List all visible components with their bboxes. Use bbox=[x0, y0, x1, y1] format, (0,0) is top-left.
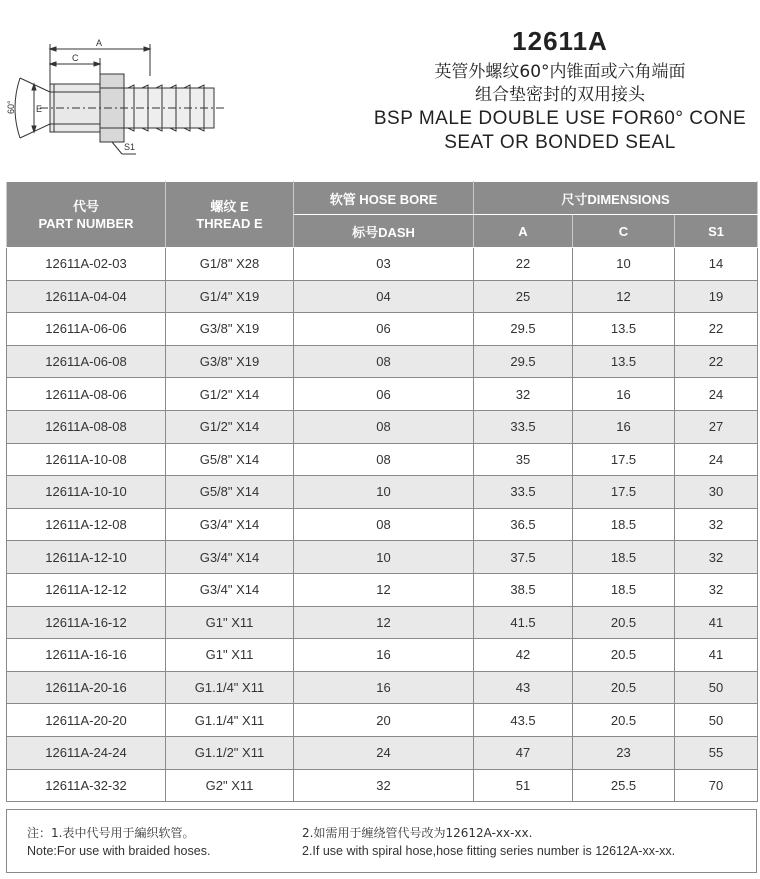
cell-c: 12 bbox=[573, 280, 675, 313]
header-s1: S1 bbox=[675, 215, 758, 248]
note-1-en: Note:For use with braided hoses. bbox=[27, 844, 211, 858]
table-row bbox=[7, 378, 758, 411]
table-row bbox=[7, 410, 758, 443]
header-part-number bbox=[7, 182, 166, 248]
cell-thread: G1" X11 bbox=[166, 639, 294, 672]
angle-label: 60° bbox=[6, 100, 16, 114]
cell-s1: 50 bbox=[675, 704, 758, 737]
cell-s1: 50 bbox=[675, 671, 758, 704]
title-zh-line1: 英管外螺纹60°内锥面或六角端面 bbox=[434, 62, 686, 82]
cell-s1: 22 bbox=[675, 313, 758, 346]
cell-s1: 41 bbox=[675, 639, 758, 672]
cell-c: 20.5 bbox=[573, 606, 675, 639]
table-row bbox=[7, 606, 758, 639]
header-part-en: PART NUMBER bbox=[38, 215, 134, 231]
cell-s1: 24 bbox=[675, 378, 758, 411]
note-2 bbox=[302, 824, 675, 860]
cell-s1: 32 bbox=[675, 541, 758, 574]
cell-a: 41.5 bbox=[474, 606, 573, 639]
cell-s1: 27 bbox=[675, 410, 758, 443]
cell-part: 12611A-08-08 bbox=[7, 410, 166, 443]
cell-c: 16 bbox=[573, 410, 675, 443]
table-row bbox=[7, 345, 758, 378]
cell-dash: 20 bbox=[294, 704, 474, 737]
page-header bbox=[0, 0, 760, 180]
cell-a: 32 bbox=[474, 378, 573, 411]
cell-thread: G3/8" X19 bbox=[166, 313, 294, 346]
cell-part: 12611A-16-16 bbox=[7, 639, 166, 672]
cell-thread: G1.1/2" X11 bbox=[166, 736, 294, 769]
dim-a-label: A bbox=[96, 38, 103, 48]
cell-s1: 30 bbox=[675, 476, 758, 509]
header-dash: 标号DASH bbox=[294, 215, 474, 248]
cell-thread: G1/4" X19 bbox=[166, 280, 294, 313]
table-row bbox=[7, 704, 758, 737]
title-en-line1: BSP MALE DOUBLE USE FOR60° CONE bbox=[373, 108, 747, 129]
cell-c: 18.5 bbox=[573, 541, 675, 574]
cell-part: 12611A-20-20 bbox=[7, 704, 166, 737]
cell-dash: 06 bbox=[294, 313, 474, 346]
cell-part: 12611A-06-06 bbox=[7, 313, 166, 346]
cell-c: 17.5 bbox=[573, 443, 675, 476]
table-row bbox=[7, 443, 758, 476]
cell-c: 13.5 bbox=[573, 313, 675, 346]
cell-s1: 32 bbox=[675, 508, 758, 541]
table-row bbox=[7, 769, 758, 802]
cell-c: 10 bbox=[573, 248, 675, 281]
header-thread-en: THREAD E bbox=[196, 215, 263, 231]
cell-dash: 08 bbox=[294, 410, 474, 443]
cell-a: 38.5 bbox=[474, 573, 573, 606]
cell-thread: G1.1/4" X11 bbox=[166, 671, 294, 704]
dim-c-label: C bbox=[72, 53, 79, 63]
cell-a: 35 bbox=[474, 443, 573, 476]
header-a: A bbox=[474, 215, 573, 248]
header-part-zh: 代号 bbox=[72, 198, 99, 214]
cell-thread: G3/4" X14 bbox=[166, 541, 294, 574]
table-row bbox=[7, 508, 758, 541]
cell-a: 33.5 bbox=[474, 410, 573, 443]
cell-part: 12611A-12-12 bbox=[7, 573, 166, 606]
cell-a: 37.5 bbox=[474, 541, 573, 574]
cell-c: 25.5 bbox=[573, 769, 675, 802]
cell-s1: 19 bbox=[675, 280, 758, 313]
cell-c: 16 bbox=[573, 378, 675, 411]
table-row bbox=[7, 671, 758, 704]
header-c: C bbox=[573, 215, 675, 248]
cell-thread: G5/8" X14 bbox=[166, 476, 294, 509]
cell-thread: G1" X11 bbox=[166, 606, 294, 639]
table-row bbox=[7, 573, 758, 606]
cell-s1: 32 bbox=[675, 573, 758, 606]
cell-part: 12611A-02-03 bbox=[7, 248, 166, 281]
cell-a: 29.5 bbox=[474, 313, 573, 346]
cell-a: 36.5 bbox=[474, 508, 573, 541]
table-row bbox=[7, 541, 758, 574]
cell-dash: 08 bbox=[294, 443, 474, 476]
cell-part: 12611A-16-12 bbox=[7, 606, 166, 639]
notes-box bbox=[6, 809, 757, 873]
cell-thread: G1/8" X28 bbox=[166, 248, 294, 281]
cell-thread: G3/4" X14 bbox=[166, 573, 294, 606]
header-thread-zh: 螺纹 E bbox=[210, 198, 249, 214]
spec-table bbox=[6, 181, 758, 802]
table-row bbox=[7, 313, 758, 346]
table-row bbox=[7, 639, 758, 672]
cell-s1: 14 bbox=[675, 248, 758, 281]
header-hose-bore: 软管 HOSE BORE bbox=[294, 182, 474, 215]
cell-dash: 16 bbox=[294, 671, 474, 704]
cell-dash: 32 bbox=[294, 769, 474, 802]
table-row bbox=[7, 736, 758, 769]
product-code: 12611A bbox=[512, 26, 608, 56]
cell-s1: 22 bbox=[675, 345, 758, 378]
cell-thread: G1/2" X14 bbox=[166, 410, 294, 443]
cell-thread: G5/8" X14 bbox=[166, 443, 294, 476]
cell-thread: G2" X11 bbox=[166, 769, 294, 802]
cell-part: 12611A-24-24 bbox=[7, 736, 166, 769]
cell-s1: 70 bbox=[675, 769, 758, 802]
cell-c: 18.5 bbox=[573, 573, 675, 606]
cell-part: 12611A-12-08 bbox=[7, 508, 166, 541]
note-1 bbox=[27, 824, 210, 860]
cell-a: 42 bbox=[474, 639, 573, 672]
cell-part: 12611A-10-08 bbox=[7, 443, 166, 476]
cell-a: 51 bbox=[474, 769, 573, 802]
note-1-zh: 注：1.表中代号用于編织软管。 bbox=[27, 826, 195, 840]
cell-dash: 03 bbox=[294, 248, 474, 281]
table-row bbox=[7, 248, 758, 281]
cell-dash: 12 bbox=[294, 606, 474, 639]
cell-a: 33.5 bbox=[474, 476, 573, 509]
cell-a: 22 bbox=[474, 248, 573, 281]
cell-c: 13.5 bbox=[573, 345, 675, 378]
cell-dash: 24 bbox=[294, 736, 474, 769]
table-row bbox=[7, 476, 758, 509]
header-dimensions: 尺寸DIMENSIONS bbox=[474, 182, 758, 215]
cell-c: 23 bbox=[573, 736, 675, 769]
cell-dash: 08 bbox=[294, 345, 474, 378]
cell-part: 12611A-12-10 bbox=[7, 541, 166, 574]
cell-a: 43 bbox=[474, 671, 573, 704]
cell-thread: G3/4" X14 bbox=[166, 508, 294, 541]
title-zh-line2: 组合垫密封的双用接头 bbox=[475, 85, 645, 105]
note-2-en: 2.If use with spiral hose,hose fitting series number is 12612A-xx-xx. bbox=[302, 844, 676, 858]
cell-c: 20.5 bbox=[573, 704, 675, 737]
cell-c: 20.5 bbox=[573, 639, 675, 672]
title-en-line2: SEAT OR BONDED SEAL bbox=[444, 132, 676, 153]
cell-c: 17.5 bbox=[573, 476, 675, 509]
cell-dash: 08 bbox=[294, 508, 474, 541]
cell-part: 12611A-08-06 bbox=[7, 378, 166, 411]
cell-part: 12611A-20-16 bbox=[7, 671, 166, 704]
table-row bbox=[7, 280, 758, 313]
header-thread bbox=[166, 182, 294, 248]
cell-s1: 55 bbox=[675, 736, 758, 769]
dim-s1-label: S1 bbox=[124, 142, 136, 152]
cell-dash: 10 bbox=[294, 476, 474, 509]
cell-dash: 04 bbox=[294, 280, 474, 313]
cell-dash: 10 bbox=[294, 541, 474, 574]
cell-dash: 12 bbox=[294, 573, 474, 606]
cell-c: 20.5 bbox=[573, 671, 675, 704]
cell-thread: G3/8" X19 bbox=[166, 345, 294, 378]
title-block bbox=[360, 26, 760, 155]
cell-part: 12611A-06-08 bbox=[7, 345, 166, 378]
cell-s1: 41 bbox=[675, 606, 758, 639]
spec-table-body bbox=[7, 248, 758, 802]
cell-part: 12611A-32-32 bbox=[7, 769, 166, 802]
cell-dash: 06 bbox=[294, 378, 474, 411]
cell-c: 18.5 bbox=[573, 508, 675, 541]
cell-thread: G1.1/4" X11 bbox=[166, 704, 294, 737]
cell-s1: 24 bbox=[675, 443, 758, 476]
cell-a: 43.5 bbox=[474, 704, 573, 737]
dim-e-label: E bbox=[36, 104, 43, 114]
cell-part: 12611A-10-10 bbox=[7, 476, 166, 509]
note-2-zh: 2.如需用于缠绕管代号改为12612A-xx-xx. bbox=[302, 826, 533, 840]
cell-dash: 16 bbox=[294, 639, 474, 672]
cell-a: 29.5 bbox=[474, 345, 573, 378]
cell-a: 47 bbox=[474, 736, 573, 769]
cell-part: 12611A-04-04 bbox=[7, 280, 166, 313]
cell-thread: G1/2" X14 bbox=[166, 378, 294, 411]
cell-a: 25 bbox=[474, 280, 573, 313]
fitting-drawing bbox=[4, 36, 244, 166]
